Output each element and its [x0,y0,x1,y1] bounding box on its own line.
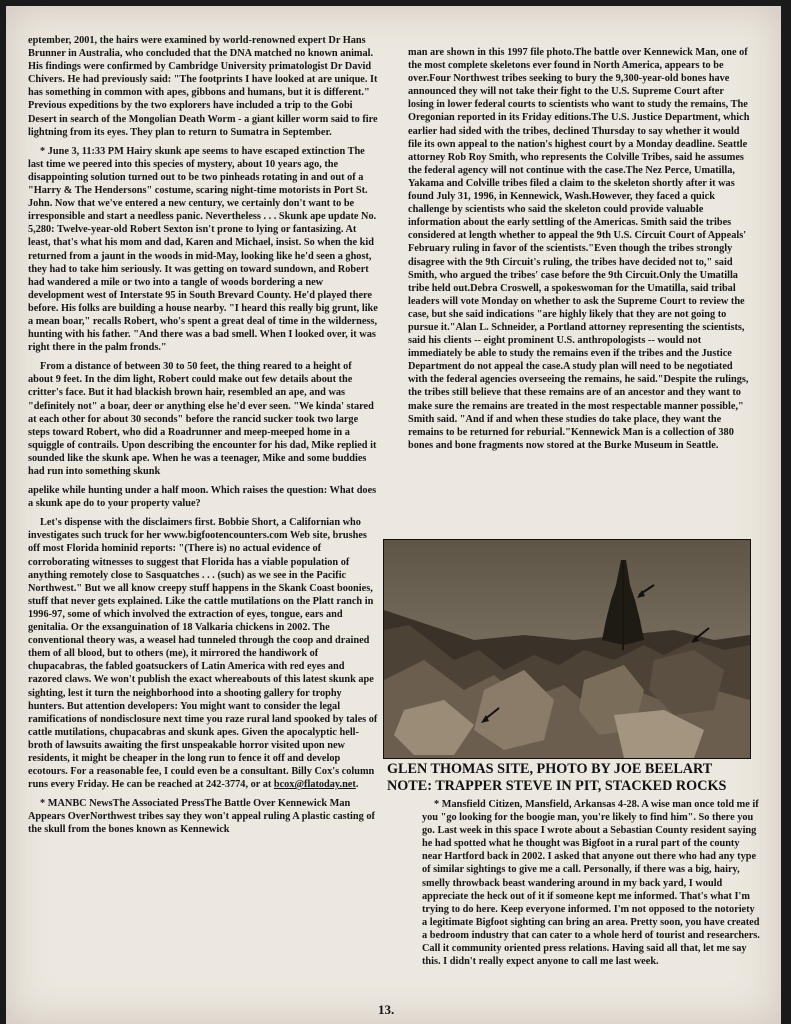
article-paragraph: apelike while hunting under a half moon. Which raises the question: What does a skunk ape do to your property value? [28,485,377,510]
article-text: Let's dispense with the disclaimers first. Bobbie Short, a Californian who investigates such truck for her www.bigfootencounters.com Web site, brushes off most Florida hominid reports: "(There is) no actual evidence of corroborating witnesses to suggest that Florida has a viable population of anything remotely close to Sasquatches . . . (such) as we see in the Pacific Northwest." But we all know creepy stuff happens in the Skank Coast boonies, stuff that never gets explained. Like the cattle mutilations on the Platt ranch in 1996-97, some of which involved the extraction of eyes, tongue, ears and genitalia. Or the exsanguination of 18 Valkaria chickens in 2002. The conventional theory was, a weasel had tunneled through the coop and drained them of all blood, but to others (me), it mirrored the handiwork of chupacabras, the fabled goatsuckers of Latin America with red eyes and razored claws. We won't publish the exact whereabouts of this latest skunk ape sighting, lest it turn the neighborhood into a shooting gallery for trophy hunters. But attention developers: You might want to consider the legal ramifications of nondisclosure next time you raze rural land spooked by tales of cattle mutilations, chupacabras and skunk apes. Given the apocalyptic hell-broth of lawsuits awaiting the first unspeakable horror visited upon new residents, it might be cheaper in the long run to fence it off and develop ecotours. For a reasonable fee, I could even be a consultant. Billy Cox's column runs every Friday. He can be reached at 242-3774, or at [28,517,378,791]
right-column-bottom [422,798,760,974]
page-number: 13. [378,1002,395,1017]
email-link[interactable]: bcox@flatoday.net [273,779,356,791]
photo-caption [387,761,767,795]
article-paragraph: From a distance of between 30 to 50 feet, the thing reared to a height of about 9 feet. In the dim light, Robert could make out few details about the critter's face. But it had blackish brown hair, resembled an ape, and was "definitely not" a boar, deer or anything else he'd ever seen. "We kinda' stared at each other for about 30 seconds" before the rancid sucker took two large steps toward Robert, who did a Roadrunner and meep-meeped home in a squiggle of contrails. Upon describing the encounter for his dad, Mike replied it sounded like the skunk ape. When he was a teenager, Mike and some buddies had run into something skunk [28,361,377,477]
magazine-page [6,6,781,1024]
caption-line: GLEN THOMAS SITE, PHOTO BY JOE BEELART [387,761,713,777]
article-paragraph: * Mansfield Citizen, Mansfield, Arkansas 4-28. A wise man once told me if you "go looking for the boogie man, you're likely to find him". So there you go. Last week in this space I wrote about a Sebastian County resident saying he had spotted what he thought was Bigfoot in a rural part of the county near Hartford back in 2002. I asked that anyone out there who had any type of similar sightings to give me a call. Personally, if there was a big, hairy, smelly throwback beast wandering around in my back yard, I would appreciate the heck out of it if someone kept me informed. That's what I'm trying to do here. Keep everyone informed. I'm not opposed to the notoriety a legitimate Bigfoot sighting can bring an area. Pretty soon, you have created a bedroom industry that can cater to a whole herd of tourist and researchers. Call it community oriented press relations. Having said all that, let me say this. I didn't really expect anyone to call me last week. [422,799,760,968]
site-photo [383,539,751,759]
article-paragraph: * MANBC NewsThe Associated PressThe Battle Over Kennewick Man Appears OverNorthwest tribes say they won't appeal ruling A plastic casting of the skull from the bones known as Kennewick [28,798,375,836]
left-column [28,34,378,843]
rock-site-image [384,540,750,758]
article-paragraph: eptember, 2001, the hairs were examined by world-renowned expert Dr Hans Brunner in Australia, who concluded that the DNA matched no known animal. His findings were confirmed by Cambridge University primatologist Dr David Chivers. He had previously said: "The footprints I have looked at are unique. It has something in common with apes, gibbons and humans, but it is different." Previous expeditions by the two explorers have included a trip to the Gobi Desert in search of the Mongolian Death Worm - a giant killer worm said to fire lightning from its eyes. They plan to return to Sumatra in September. [28,35,378,138]
article-text: . [355,779,359,791]
right-column-top [408,46,750,458]
article-paragraph: * June 3, 11:33 PM Hairy skunk ape seems to have escaped extinction The last time we peered into this species of mystery, about 10 years ago, the disappointing solution turned out to be two pinheads rotating in and out of a "Harry & The Hendersons" costume, scaring night-time motorists in Port St. John. Now that we've entered a new century, we certainly don't want to be irresponsible and start a needless panic. Nevertheless . . . Skunk ape update No. 5,280: Twelve-year-old Robert Sexton isn't prone to lying or fantasizing. At least, that's what his mom and dad, Karen and Michael, insist. So when the kid returned from a jaunt in the woods in mid-May, looking like he'd seen a ghost, they had to take him seriously. It was getting on toward sundown, and Robert had wandered a mile or two into a tangle of woods bordering a new development west of Interstate 95 in South Brevard County. He'd played there before. His folks are building a house nearby. "I heard this really big grunt, like a mean boar," recalls Robert, who's spent a great deal of time in the wilderness, hunting with his father. "And there was a bad smell. When I looked over, it was right there in the palm fronds." [28,145,378,354]
article-paragraph [28,516,378,791]
article-paragraph: man are shown in this 1997 file photo.The battle over Kennewick Man, one of the most complete skeletons ever found in North America, appears to be over.Four Northwest tribes seeking to bury the 9,300-year-old bones have announced they will not take their fight to the U.S. Supreme Court after losing in lower federal courts to scientists who want to study the remains, The Oregonian reported in its Friday editions.The U.S. Justice Department, which earlier had sided with the tribes, declined Thursday to say whether it would file its own appeal to the nation's highest court by a Monday deadline. Seattle attorney Rob Roy Smith, who represents the Colville Tribes, said he assumes the federal agency will not continue with the case.The Nez Perce, Umatilla, Yakama and Colville tribes filed a claim to the skeleton shortly after it was found July 31, 1996, in Kennewick, Wash.However, they faced a quick challenge by scientists who said the skeleton could provide valuable information about the early settling of the Americas. Smith said the tribes considered at length whether to appeal the 9th U.S. Circuit Court of Appeals' February ruling in favor of the scientists."Even though the tribes strongly disagree with the 9th Circuit's ruling, the tribes have decided not to," said Smith, who argued the tribes' case before the 9th Circuit.Only the Umatilla tribe held out.Debra Croswell, a spokeswoman for the Umatilla, said tribal leaders will vote Monday on whether to ask the Supreme Court to review the case, but she said indications "are highly likely that they are not going to pursue it."Alan L. Schneider, a Portland attorney representing the scientists, said his clients -- eight prominent U.S. anthropologists -- would not immediately be able to study the remains even if the tribes and the Justice Department do not appeal the case.A study plan will need to be negotiated with the federal agencies overseeing the remains, he said."Despite the rulings, the tribes still believe that these remains are of an ancestor and they want to make sure the remains are treated in the most respectable manner possible," Smith said. "And if and when these studies do take place, they want the remains to be returned for reburial."Kennewick Man is a collection of 380 bones and bone fragments now stored at the Burke Museum in Seattle. [408,47,750,451]
caption-line: NOTE: TRAPPER STEVE IN PIT, STACKED ROCKS [387,778,727,794]
